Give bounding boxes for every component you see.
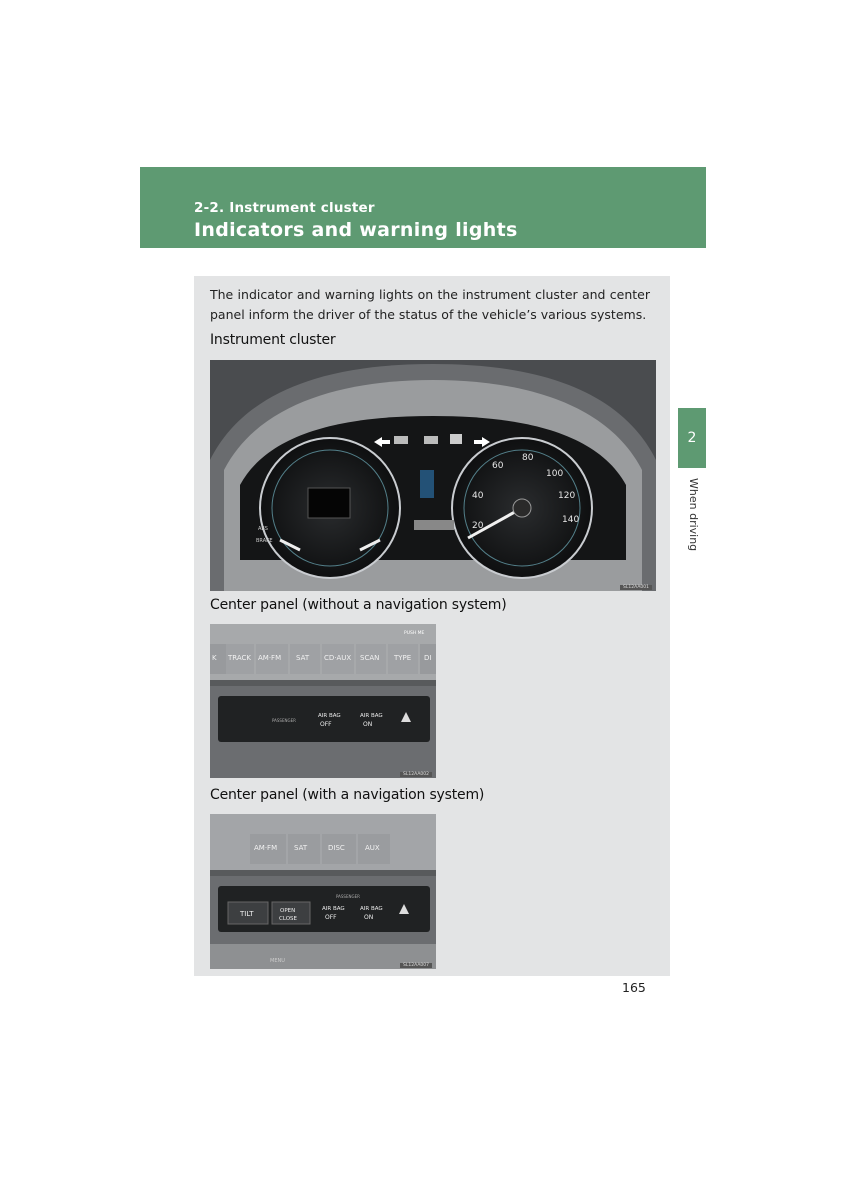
center-panel-nav-image (210, 814, 436, 969)
airbag-off-line2: OFF (320, 721, 332, 728)
nav-radio-btn-aux: AUX (365, 844, 380, 852)
radio-btn-k: K (212, 654, 217, 662)
chapter-tab[interactable]: 2 (678, 408, 706, 468)
header-band (140, 167, 706, 248)
page-number: 165 (622, 980, 646, 995)
instrument-cluster-image (210, 360, 656, 591)
nav-airbag-on-line1: AIR BAG (360, 906, 383, 912)
caption-center-panel-nav: Center panel (with a navigation system) (210, 787, 485, 803)
abs-label: ABS (258, 526, 268, 532)
nav-passenger-label: PASSENGER (336, 894, 360, 899)
menu-label: MENU (270, 958, 285, 964)
instrument-cluster-illustration (210, 360, 656, 591)
section-label: 2-2. Instrument cluster (194, 200, 375, 216)
nav-airbag-off-line1: AIR BAG (322, 906, 345, 912)
speedo-tick-140: 140 (562, 515, 580, 525)
brake-label: BRAKE (256, 538, 273, 544)
radio-btn-type: TYPE (394, 654, 412, 662)
nav-radio-btn-disc: DISC (328, 844, 345, 852)
chapter-label: When driving (687, 478, 700, 552)
center-panel-no-nav-image (210, 624, 436, 778)
page-title: Indicators and warning lights (194, 219, 518, 241)
airbag-off-line1: AIR BAG (318, 713, 341, 719)
center-panel-no-nav-illustration (210, 624, 436, 778)
speedo-tick-100: 100 (546, 469, 564, 479)
nav-radio-btn-sat: SAT (294, 844, 308, 852)
close-label: CLOSE (279, 916, 298, 922)
figure-code: SL12AA007 (400, 963, 432, 968)
radio-btn-sat: SAT (296, 654, 310, 662)
tilt-button-label: TILT (240, 910, 254, 918)
content-box (194, 276, 670, 976)
radio-btn-amfm: AM·FM (258, 654, 282, 662)
radio-btn-track: TRACK (228, 654, 251, 662)
open-label: OPEN (280, 908, 296, 914)
radio-btn-cdaux: CD·AUX (324, 654, 352, 662)
airbag-on-line1: AIR BAG (360, 713, 383, 719)
nav-airbag-off-line2: OFF (325, 914, 337, 921)
nav-radio-btn-amfm: AM·FM (254, 844, 278, 852)
speedo-tick-20: 20 (472, 521, 484, 531)
speedo-tick-60: 60 (492, 461, 504, 471)
figure-code: SL12AA002 (400, 772, 432, 777)
speedo-tick-120: 120 (558, 491, 576, 501)
radio-btn-scan: SCAN (360, 654, 380, 662)
airbag-on-line2: ON (363, 721, 373, 728)
figure-code: SL12AA001 (620, 585, 652, 590)
push-me-label: PUSH ME (404, 631, 425, 636)
speedo-tick-40: 40 (472, 491, 484, 501)
caption-center-panel-no-nav: Center panel (without a navigation system) (210, 597, 507, 613)
center-panel-nav-illustration (210, 814, 436, 969)
intro-paragraph: The indicator and warning lights on the instrument cluster and center panel inform the driver of the status of the vehicle’s various systems. (210, 287, 650, 322)
nav-airbag-on-line2: ON (364, 914, 374, 921)
radio-btn-di: DI (424, 654, 432, 662)
caption-instrument-cluster: Instrument cluster (210, 332, 336, 348)
speedo-tick-80: 80 (522, 453, 534, 463)
passenger-label: PASSENGER (272, 718, 296, 723)
